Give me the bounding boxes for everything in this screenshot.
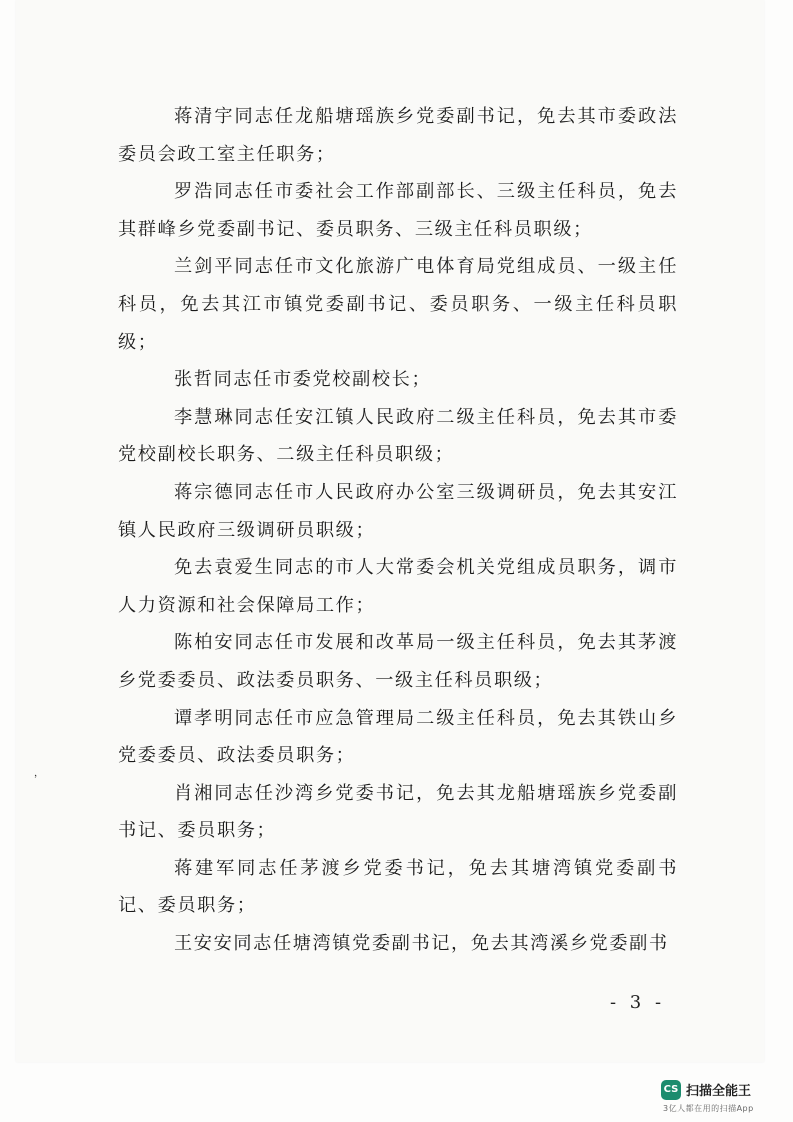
- scanner-watermark: [661, 1078, 781, 1118]
- paragraph: 蒋宗德同志任市人民政府办公室三级调研员，免去其安江镇人民政府三级调研员职级；: [118, 481, 678, 541]
- watermark-subtitle: 3亿人都在用的扫描App: [663, 1104, 754, 1113]
- paragraph: 蒋清宇同志任龙船塘瑶族乡党委副书记，免去其市委政法委员会政工室主任职务；: [118, 106, 678, 165]
- paragraph: 陈柏安同志任市发展和改革局一级主任科员，免去其茅渡乡党委委员、政法委员职务、一级主任科员职级；: [118, 632, 678, 691]
- watermark-title: 扫描全能王: [686, 1084, 752, 1099]
- paragraph: 张哲同志任市委党校副校长；: [174, 369, 432, 391]
- paragraph: 肖湘同志任沙湾乡党委书记，免去其龙船塘瑶族乡党委副书记、委员职务；: [118, 782, 678, 842]
- paragraph: 谭孝明同志任市应急管理局二级主任科员，免去其铁山乡党委委员、政法委员职务；: [118, 707, 678, 767]
- paragraph: 王安安同志任塘湾镇党委副书记，免去其湾溪乡党委副书: [174, 933, 669, 955]
- paragraph: 蒋建军同志任茅渡乡党委书记，免去其塘湾镇党委副书记、委员职务；: [118, 857, 678, 917]
- page-number: - 3 -: [610, 992, 666, 1013]
- document-body: [118, 98, 678, 963]
- paragraph: 罗浩同志任市委社会工作部副部长、三级主任科员，免去其群峰乡党委副书记、委员职务、三级主任科员职级；: [118, 181, 678, 240]
- paragraph: 免去袁爱生同志的市人大常委会机关党组成员职务，调市人力资源和社会保障局工作；: [118, 557, 678, 616]
- paragraph: 兰剑平同志任市文化旅游广电体育局党组成员、一级主任科员，免去其江市镇党委副书记、委员职务、一级主任科员职级；: [118, 256, 678, 353]
- binding-mark: ，: [34, 768, 44, 779]
- camscanner-logo-icon: CS: [661, 1080, 681, 1100]
- paragraph: 李慧琳同志任安江镇人民政府二级主任科员，免去其市委党校副校长职务、二级主任科员职级；: [118, 406, 678, 466]
